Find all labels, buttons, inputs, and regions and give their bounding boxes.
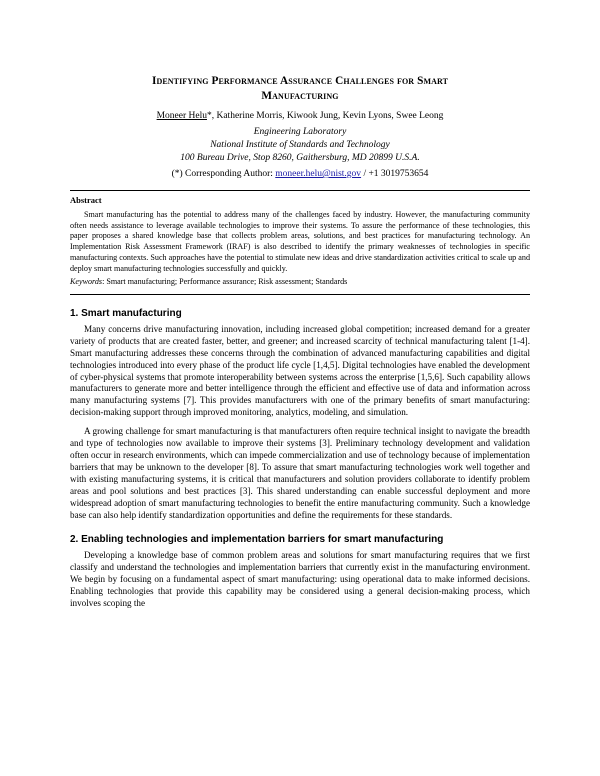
keywords-list: : Smart manufacturing; Performance assurance; Risk assessment; Standards: [102, 277, 348, 287]
abstract-bottom-rule: [70, 294, 530, 295]
abstract-heading: Abstract: [70, 195, 102, 205]
section-heading-1: 1. Smart manufacturing: [70, 307, 182, 319]
title-line-1: Identifying Performance Assurance Challenges for Smart: [151, 75, 449, 87]
section-heading-2: 2. Enabling technologies and implementation barriers for smart manufacturing: [70, 534, 444, 546]
section-2-paragraph-1: Developing a knowledge base of common problem areas and solutions for smart manufacturing requires that we first classify and understand the technologies and implementation barriers that currently exist in the manufacturing environment. We begin by focusing on a fundamental aspect of smart manufacturing: using operational data to make informed decisions. Enabling technologies that provide this capability may be considered using a general decision-making process, which involves scoping the: [70, 550, 530, 609]
other-authors: *, Katherine Morris, Kiwook Jung, Kevin Lyons, Swee Leong: [206, 111, 444, 121]
keywords-label: Keywords: [70, 277, 103, 287]
corresponding-author: [70, 168, 530, 180]
abstract-text: Smart manufacturing has the potential to address many of the challenges faced by industry. However, the manufacturing community often needs assistance to leverage available technologies to improve their systems. To assure the performance of these technologies, this paper proposes a shared knowledge base that collects problem areas, solutions, and best practices for manufacturing technology. An Implementation Risk Assessment Framework (IRAF) is also described to identify the primary weaknesses of technologies in specific manufacturing contexts. Such approaches have the potential to stimulate new ideas and drive standardization activities critical to scale up and deploy smart manufacturing technologies successfully and quickly.: [70, 210, 530, 273]
affiliation-lab: Engineering Laboratory: [253, 127, 347, 137]
affiliation-institute: National Institute of Standards and Technology: [210, 140, 390, 150]
paper-title: [70, 74, 530, 104]
corresponding-prefix: (*) Corresponding Author:: [171, 169, 276, 179]
section-1-paragraph-1: Many concerns drive manufacturing innovation, including increased global competition; increased demand for a greater variety of products that are created faster, better, and greener; and increased scarcity of technical manufacturing talent [1-4]. Smart manufacturing addresses these concerns through the combination of advanced manufacturing capabilities and digital technologies introduced into every phase of the product life cycle [1,4,5]. Digital technologies have enabled the development of cyber-physical systems that promote interoperability between systems across the enterprise [1,5,6]. Such capability allows manufacturers to generate more and better intelligence through the efficient and effective use of data and information across many manufacturing systems [7]. This provides manufacturers with one of the primary benefits of smart manufacturing: decision-making support through improved monitoring, analytics, modeling, and simulation.: [70, 323, 530, 418]
affiliation-address: 100 Bureau Drive, Stop 8260, Gaithersburg, MD 20899 U.S.A.: [180, 153, 420, 163]
first-author: Moneer Helu: [156, 111, 207, 121]
author-list: [70, 110, 530, 122]
email-link[interactable]: moneer.helu@nist.gov: [275, 169, 362, 179]
title-line-2: Manufacturing: [261, 90, 339, 102]
section-1-paragraph-2: A growing challenge for smart manufacturing is that manufacturers often require technical insight to navigate the breadth and type of technologies now available to improve their systems [3]. Preliminary technology development and validation often occur in research environments, which can impede commercialization and use of technology because of implementation barriers that may be unknown to the developer [8]. To assure that smart manufacturing technologies work well together and with existing manufacturing systems, it is critical that manufacturers and solution providers collaborate to identify problem areas and pool solutions and best practices [3]. This shared understanding can enable successful deployment and more widespread adoption of smart manufacturing technologies to benefit the entire manufacturing community. Such a knowledge base can also help identify standardization opportunities and define the requirements for these standards.: [70, 426, 530, 520]
abstract-top-rule: [70, 190, 530, 191]
affiliation: [70, 126, 530, 165]
corresponding-phone: / +1 3019753654: [361, 169, 429, 179]
paper-page: [70, 74, 530, 617]
keywords: [70, 277, 530, 288]
